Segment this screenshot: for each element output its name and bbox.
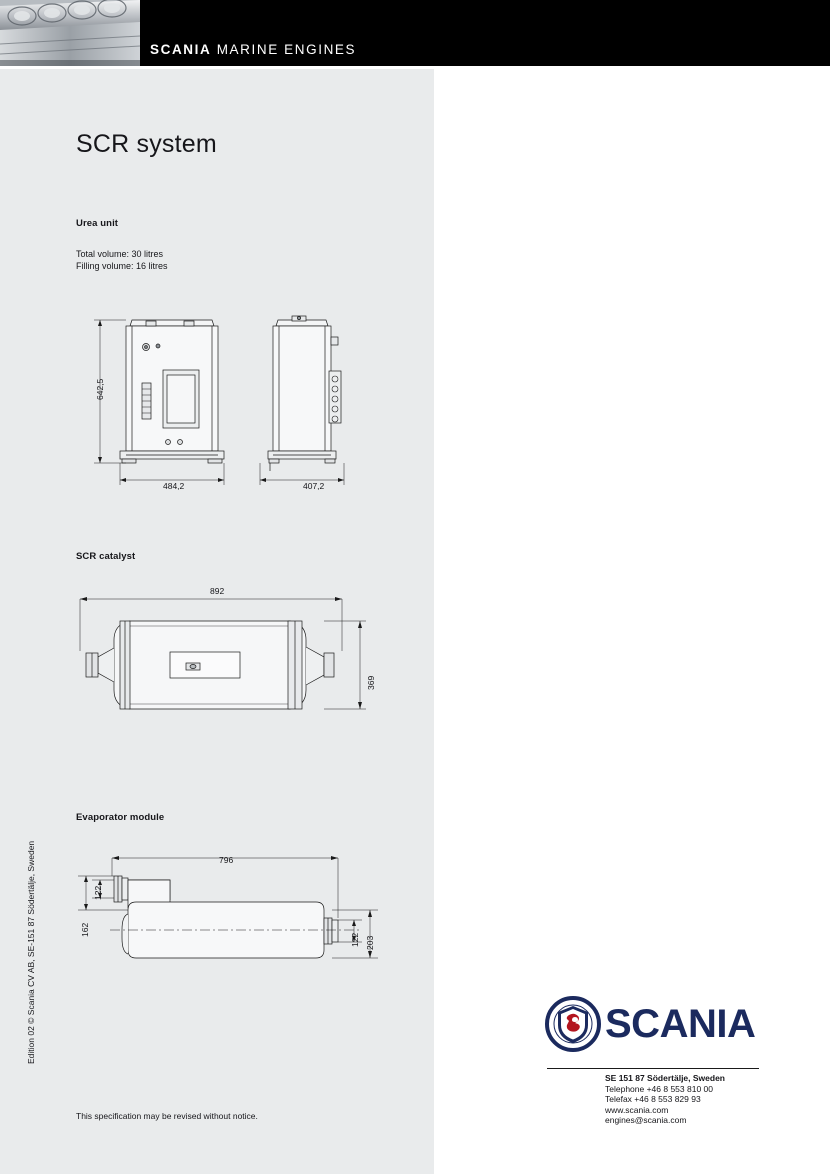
header-brand-bold: SCANIA <box>150 42 212 57</box>
contact-telefax: Telefax +46 8 553 829 93 <box>605 1094 701 1104</box>
evaporator-length-dim: 796 <box>219 855 234 865</box>
header-brand-light: MARINE ENGINES <box>211 42 357 57</box>
contact-address: SE 151 87 Södertälje, Sweden <box>605 1073 726 1083</box>
urea-unit-front-width-dim: 484,2 <box>163 481 185 491</box>
scr-catalyst-svg <box>70 585 390 745</box>
edition-copyright-caption: Edition 02 © Scania CV AB, SE-151 87 Södertälje, Sweden <box>26 840 36 1064</box>
evaporator-outlet-large-dim: 203 <box>365 935 375 950</box>
logo-divider <box>547 1068 759 1069</box>
urea-unit-drawing <box>80 305 390 505</box>
scania-griffin-emblem-icon <box>545 996 601 1052</box>
scr-catalyst-diameter-dim: 369 <box>366 675 376 690</box>
section-heading-urea-unit: Urea unit <box>76 218 119 229</box>
evaporator-outlet-small-dim: 122 <box>350 932 360 947</box>
evaporator-inlet-large-dim: 162 <box>80 922 90 937</box>
urea-unit-side-width-dim: 407,2 <box>303 481 325 491</box>
urea-unit-total-volume: Total volume: 30 litres <box>76 249 164 259</box>
scania-logo <box>545 996 760 1056</box>
contact-email: engines@scania.com <box>605 1115 687 1125</box>
engine-photo <box>0 0 140 66</box>
engine-photo-image <box>0 0 140 66</box>
contact-web: www.scania.com <box>605 1104 669 1115</box>
header-brand <box>150 42 356 57</box>
urea-unit-filling-volume: Filling volume: 16 litres <box>76 261 168 271</box>
header-divider <box>0 66 830 69</box>
evaporator-inlet-small-dim: 122 <box>93 885 103 900</box>
scr-catalyst-length-dim: 892 <box>210 586 225 596</box>
revision-notice: This specification may be revised without notice. <box>76 1111 258 1121</box>
section-heading-evaporator-module: Evaporator module <box>76 812 165 823</box>
contact-telephone: Telephone +46 8 553 810 00 <box>605 1083 714 1094</box>
scania-wordmark: SCANIA <box>605 1002 756 1046</box>
evaporator-module-drawing <box>70 848 400 988</box>
contact-block <box>605 1073 725 1126</box>
section-heading-scr-catalyst: SCR catalyst <box>76 551 136 562</box>
urea-unit-svg <box>80 305 390 505</box>
scr-catalyst-drawing <box>70 585 390 745</box>
evaporator-module-svg <box>70 848 400 988</box>
urea-unit-height-dim: 642,5 <box>95 378 105 400</box>
page-title: SCR system <box>76 130 217 158</box>
